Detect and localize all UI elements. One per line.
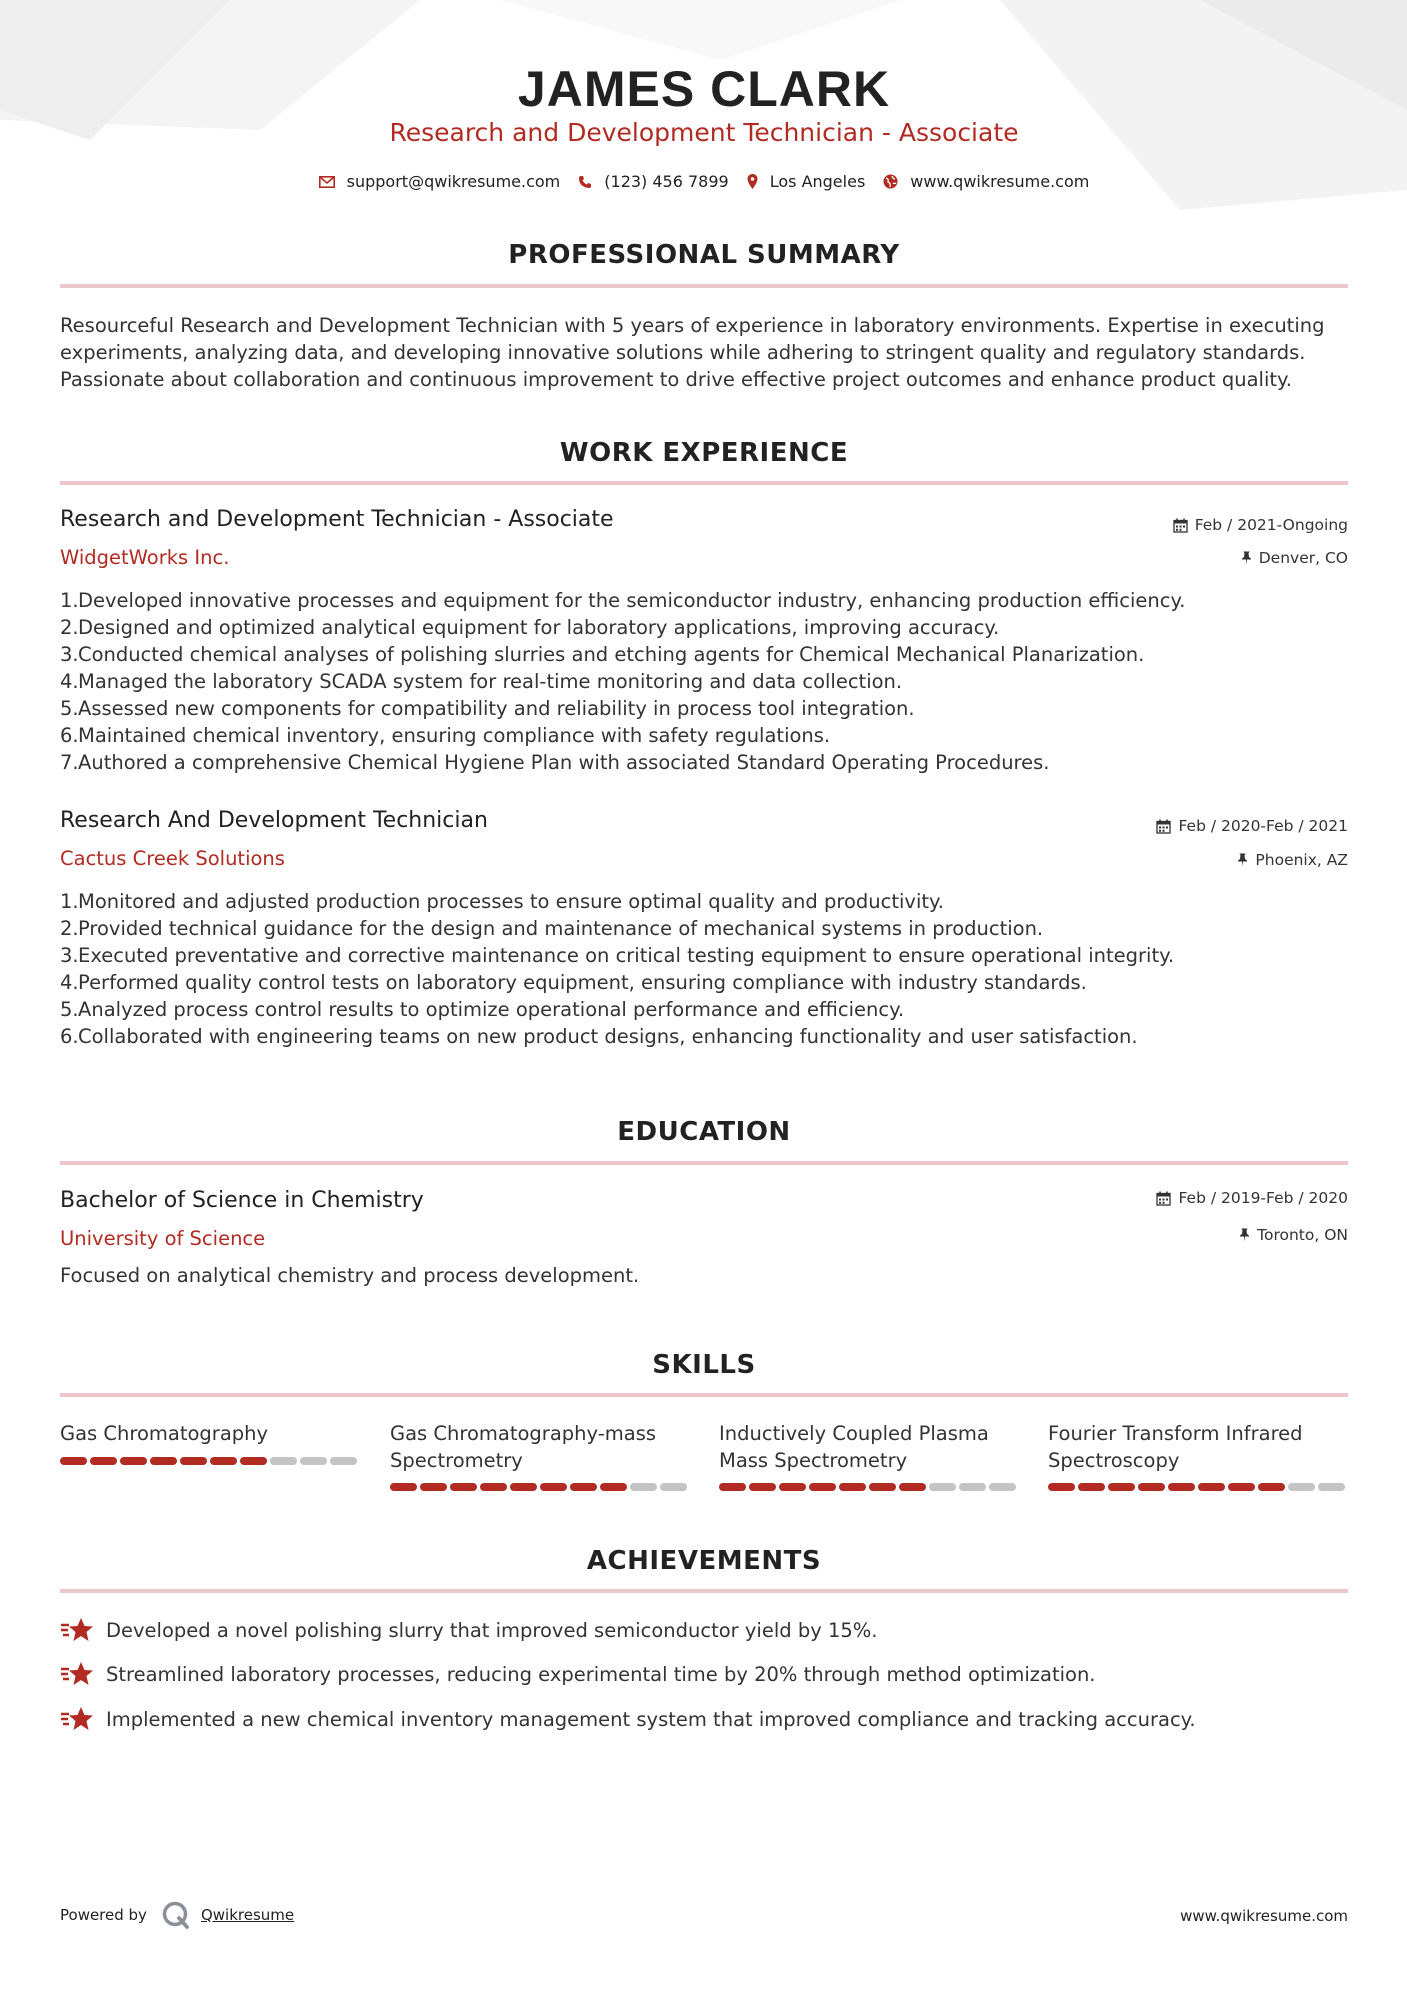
contact-location (747, 172, 866, 191)
achievement-text: Developed a novel polishing slurry that improved semiconductor yield by 15%. (106, 1618, 878, 1642)
skill-name: Inductively Coupled Plasma Mass Spectrometry (719, 1422, 989, 1472)
pushpin-icon (1237, 853, 1248, 867)
skill-dot-filled (570, 1483, 597, 1491)
achievements-heading: ACHIEVEMENTS (586, 1546, 822, 1576)
skill-dot-empty (959, 1483, 986, 1491)
job-bullets (60, 888, 1348, 1050)
skill-dot-filled (180, 1457, 207, 1465)
skills-divider (60, 1393, 1348, 1397)
job-location (1241, 549, 1348, 567)
skill-name: Gas Chromatography-mass Spectrometry (390, 1422, 657, 1472)
skill-dot-filled (1258, 1483, 1285, 1491)
candidate-role: Research and Development Technician - Associate (389, 118, 1019, 147)
skill-dot-filled (450, 1483, 477, 1491)
skill-dot-filled (749, 1483, 776, 1491)
job-bullet: 7. Authored a comprehensive Chemical Hygiene Plan with associated Standard Operating Procedures. (60, 751, 1050, 774)
job-bullet: 5. Analyzed process control results to optimize operational performance and efficiency. (60, 998, 905, 1021)
education-heading: EDUCATION (617, 1117, 791, 1147)
skill-dot-filled (240, 1457, 267, 1465)
map-pin-icon (747, 174, 758, 189)
skill-rating (1048, 1483, 1348, 1491)
job-bullet: 6. Maintained chemical inventory, ensuring compliance with safety regulations. (60, 724, 831, 747)
skill-dot-empty (1318, 1483, 1345, 1491)
pushpin-icon (1241, 551, 1252, 565)
education-dates (1156, 1189, 1348, 1207)
achievement-text: Implemented a new chemical inventory management system that improved compliance and tracking accuracy. (106, 1707, 1196, 1731)
location-text: Los Angeles (769, 172, 866, 191)
skill-dot-filled (390, 1483, 417, 1491)
job-bullet: 1. Monitored and adjusted production processes to ensure optimal quality and productivity. (60, 890, 944, 913)
achievement-item (60, 1706, 1196, 1732)
skill-dot-filled (540, 1483, 567, 1491)
skill-dot-filled (420, 1483, 447, 1491)
skill-dot-filled (779, 1483, 806, 1491)
skill-dot-filled (1078, 1483, 1105, 1491)
job-dates-text: Feb / 2021-Ongoing (1194, 516, 1348, 534)
job-bullet: 4. Performed quality control tests on laboratory equipment, ensuring compliance with industry standards. (60, 971, 1087, 994)
skill-dot-empty (630, 1483, 657, 1491)
skill-dot-empty (989, 1483, 1016, 1491)
job-location-text: Phoenix, AZ (1255, 851, 1348, 869)
summary-heading: PROFESSIONAL SUMMARY (508, 240, 900, 270)
job-dates-text: Feb / 2020-Feb / 2021 (1178, 817, 1348, 835)
skills-heading: SKILLS (652, 1350, 756, 1380)
contact-bar (60, 172, 1348, 191)
skill-dot-filled (480, 1483, 507, 1491)
job-bullet: 3. Conducted chemical analyses of polishing slurries and etching agents for Chemical Mechanical Planarization. (60, 643, 1145, 666)
contact-phone[interactable] (578, 172, 728, 191)
skill-dot-filled (1108, 1483, 1135, 1491)
globe-icon (883, 174, 898, 189)
contact-email[interactable] (319, 172, 561, 191)
skill-name: Gas Chromatography (60, 1422, 269, 1445)
job-bullet: 2. Provided technical guidance for the design and maintenance of mechanical systems in production. (60, 917, 1044, 940)
skill-dot-empty (270, 1457, 297, 1465)
skill-rating (390, 1483, 690, 1491)
education-location-text: Toronto, ON (1257, 1226, 1348, 1244)
job-bullet: 4. Managed the laboratory SCADA system for real-time monitoring and data collection. (60, 670, 903, 693)
email-text: support@qwikresume.com (346, 172, 561, 191)
skill-item (60, 1420, 360, 1474)
skill-dot-filled (1138, 1483, 1165, 1491)
skill-dot-filled (210, 1457, 237, 1465)
achievement-item (60, 1617, 877, 1643)
skill-dot-empty (929, 1483, 956, 1491)
website-text: www.qwikresume.com (910, 172, 1090, 191)
footer-website[interactable]: www.qwikresume.com (1180, 1907, 1348, 1925)
summary-divider (60, 284, 1348, 288)
powered-by-label: Powered by (60, 1906, 147, 1924)
skill-item (719, 1420, 1019, 1474)
footer-powered-by (60, 1900, 294, 1930)
job-bullet: 2. Designed and optimized analytical equipment for laboratory applications, improving accuracy. (60, 616, 1000, 639)
qwikresume-link[interactable]: Qwikresume (200, 1906, 295, 1924)
job-bullets (60, 587, 1348, 776)
job-bullet: 1. Developed innovative processes and equipment for the semiconductor industry, enhancing production efficiency. (60, 589, 1186, 612)
skill-dot-filled (600, 1483, 627, 1491)
skill-dot-filled (60, 1457, 87, 1465)
job-company: WidgetWorks Inc. (60, 546, 230, 569)
skill-dot-empty (1288, 1483, 1315, 1491)
skill-dot-filled (120, 1457, 147, 1465)
job-title: Research And Development Technician (60, 808, 488, 833)
skill-dot-empty (660, 1483, 687, 1491)
phone-text: (123) 456 7899 (604, 172, 729, 191)
skill-dot-filled (869, 1483, 896, 1491)
job-location-text: Denver, CO (1258, 549, 1348, 567)
skill-dot-filled (510, 1483, 537, 1491)
experience-divider (60, 481, 1348, 485)
skill-dot-filled (150, 1457, 177, 1465)
job-bullet: 5. Assessed new components for compatibility and reliability in process tool integration. (60, 697, 915, 720)
calendar-icon (1156, 819, 1171, 834)
phone-icon (578, 175, 592, 189)
education-dates-text: Feb / 2019-Feb / 2020 (1178, 1189, 1348, 1207)
calendar-icon (1156, 1191, 1171, 1206)
skill-rating (60, 1457, 360, 1465)
job-bullet: 6. Collaborated with engineering teams on new product designs, enhancing functionality and user satisfaction. (60, 1025, 1138, 1048)
education-note: Focused on analytical chemistry and process development. (60, 1264, 640, 1287)
summary-line: Passionate about collaboration and continuous improvement to drive effective project outcomes and enhance product quality. (60, 368, 1292, 391)
pushpin-icon (1239, 1228, 1250, 1242)
achievement-text: Streamlined laboratory processes, reducing experimental time by 20% through method optimization. (106, 1662, 1096, 1686)
candidate-name: JAMES CLARK (517, 61, 891, 117)
skill-rating (719, 1483, 1019, 1491)
skill-item (390, 1420, 690, 1474)
skill-dot-filled (1198, 1483, 1225, 1491)
skill-dot-empty (330, 1457, 357, 1465)
skill-item (1048, 1420, 1348, 1474)
qwikresume-logo-icon (161, 1900, 191, 1930)
envelope-icon (319, 176, 335, 188)
calendar-icon (1173, 518, 1188, 533)
job-title: Research and Development Technician - Associate (60, 507, 614, 532)
contact-website[interactable] (883, 172, 1089, 191)
skill-dot-filled (809, 1483, 836, 1491)
education-divider (60, 1161, 1348, 1165)
star-icon (60, 1661, 94, 1687)
job-location (1237, 851, 1348, 869)
achievements-divider (60, 1589, 1348, 1593)
summary-line: Resourceful Research and Development Technician with 5 years of experience in laboratory environments. Expertise in executing (60, 314, 1325, 337)
summary-text (60, 312, 1348, 393)
education-location (1239, 1226, 1348, 1244)
job-bullet: 3. Executed preventative and corrective maintenance on critical testing equipment to ensure operational integrity. (60, 944, 1175, 967)
school-name: University of Science (60, 1227, 266, 1250)
skill-dot-filled (719, 1483, 746, 1491)
skill-dot-filled (839, 1483, 866, 1491)
degree-title: Bachelor of Science in Chemistry (60, 1188, 424, 1213)
skill-dot-filled (1048, 1483, 1075, 1491)
summary-line: experiments, analyzing data, and developing innovative solutions while adhering to stringent quality and regulatory standards. (60, 341, 1306, 364)
skill-dot-filled (1228, 1483, 1255, 1491)
star-icon (60, 1617, 94, 1643)
job-company: Cactus Creek Solutions (60, 847, 285, 870)
skill-dot-filled (1168, 1483, 1195, 1491)
job-dates (1173, 516, 1348, 534)
star-icon (60, 1706, 94, 1732)
skill-dot-empty (300, 1457, 327, 1465)
skill-dot-filled (90, 1457, 117, 1465)
job-dates (1156, 817, 1348, 835)
skill-name: Fourier Transform Infrared Spectroscopy (1048, 1422, 1303, 1472)
experience-heading: WORK EXPERIENCE (559, 438, 849, 468)
achievement-item (60, 1661, 1096, 1687)
skill-dot-filled (899, 1483, 926, 1491)
